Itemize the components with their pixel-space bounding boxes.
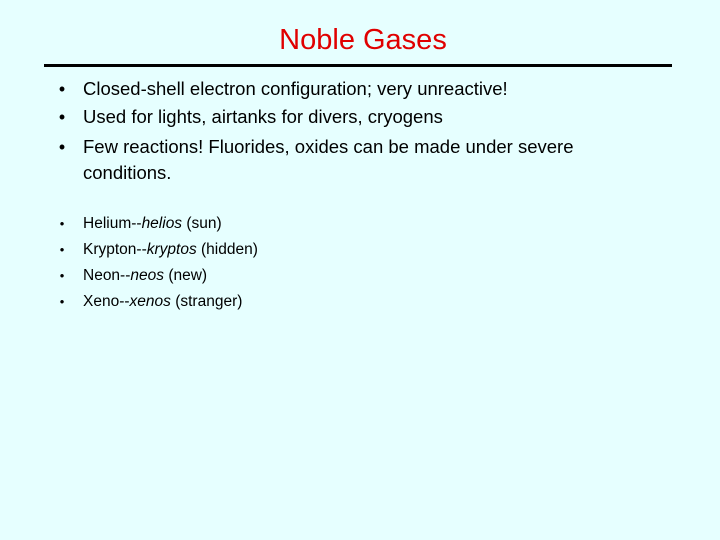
- element-name: Helium--: [83, 215, 142, 232]
- list-item-text: [83, 289, 242, 315]
- meaning: (stranger): [170, 293, 243, 310]
- list-item-text: [83, 237, 258, 263]
- meaning: (sun): [182, 215, 222, 232]
- bullet-icon: •: [59, 216, 65, 231]
- list-item-line: Few reactions! Fluorides, oxides can be made under severe: [83, 136, 574, 157]
- list-item-text: Used for lights, airtanks for divers, cryogens: [83, 106, 443, 127]
- list-item-text: [83, 134, 574, 186]
- greek-root: neos: [130, 267, 165, 284]
- list-item-text: [83, 263, 207, 289]
- list-item-text: Closed-shell electron configuration; very unreactive!: [83, 78, 508, 99]
- bullet-icon: •: [58, 107, 66, 127]
- greek-root: kryptos: [146, 241, 197, 258]
- bullet-icon: •: [58, 79, 66, 99]
- greek-root: xenos: [129, 293, 171, 310]
- meaning: (hidden): [196, 241, 258, 258]
- slide-title: Noble Gases: [279, 24, 447, 56]
- meaning: (new): [164, 267, 208, 284]
- element-name: Krypton--: [83, 241, 147, 258]
- bullet-icon: •: [59, 294, 65, 309]
- title-divider: [44, 64, 672, 67]
- greek-root: helios: [141, 215, 183, 232]
- list-item-text: [83, 211, 222, 237]
- bullet-icon: •: [59, 242, 65, 257]
- element-name: Xeno--: [83, 293, 130, 310]
- bullet-icon: •: [59, 268, 65, 283]
- bullet-icon: •: [58, 137, 66, 157]
- list-item-line: conditions.: [83, 162, 172, 183]
- element-name: Neon--: [83, 267, 131, 284]
